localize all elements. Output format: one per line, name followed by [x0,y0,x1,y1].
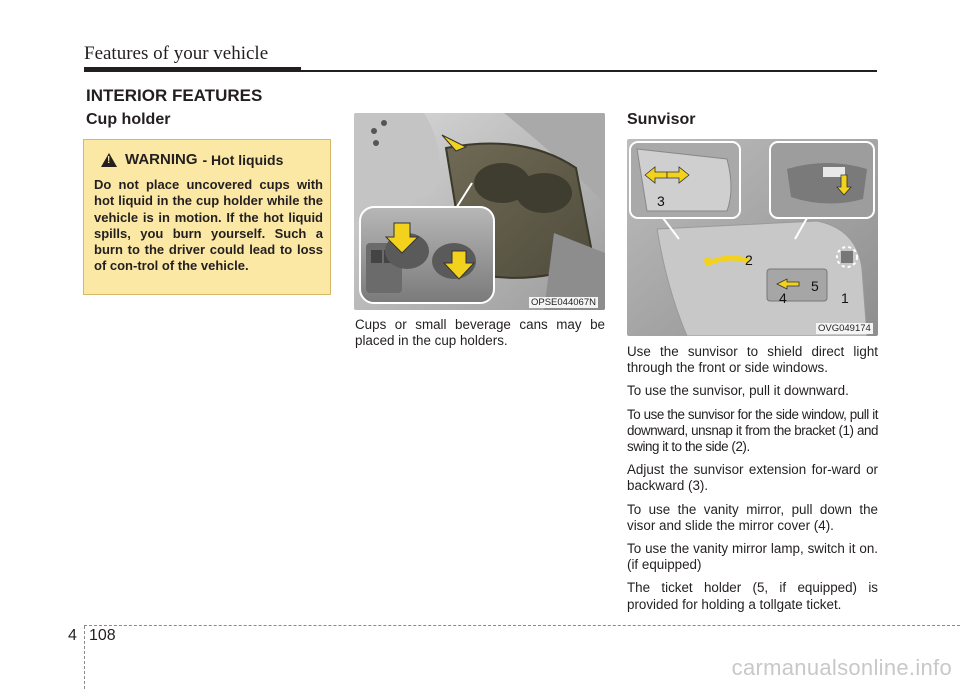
cup-holder-paragraph: Cups or small beverage cans may be placed in the cup holders. [355,317,605,349]
warning-text: Do not place uncovered cups with hot liquid in the cup holder while the vehicle is in motion. If the hot liquid spills, you burn yourself. Such a burn to the driver could lead to loss of con-trol of the vehicle. [94,177,323,274]
watermark-link[interactable]: carmanualsonline.info [731,655,952,680]
sunvisor-paragraph-2: To use the sunvisor, pull it downward. [627,383,849,399]
callout-4: 4 [779,290,787,306]
cup-holder-heading: Cup holder [86,111,171,128]
callout-2: 2 [745,252,753,268]
callout-3: 3 [657,193,665,209]
page-number: 108 [89,627,116,644]
sunvisor-paragraph-4: Adjust the sunvisor extension for-ward or backward (3). [627,462,878,494]
header-rule-thick [84,67,301,72]
sunvisor-paragraph-5: To use the vanity mirror, pull down the visor and slide the mirror cover (4). [627,501,878,533]
sunvisor-photo-code: OVG049174 [818,323,871,334]
cup-holder-photo [354,113,605,310]
sunvisor-paragraph-7: The ticket holder (5, if equipped) is provided for holding a tollgate ticket. [627,580,878,612]
header-rule-thin [301,70,877,72]
sunvisor-body [627,344,878,620]
page-chapter-number: 4 [68,627,77,644]
warning-title [101,151,283,168]
footer-rule [84,625,960,626]
warning-subject: - Hot liquids [202,151,284,168]
sunvisor-photo [627,139,878,336]
cup-holder-photo-code: OPSE044067N [531,297,596,308]
sunvisor-paragraph-1: Use the sunvisor to shield direct light through the front or side windows. [627,344,878,376]
footer-divider [84,626,85,689]
sunvisor-paragraph-6: To use the vanity mirror lamp, switch it on. (if equipped) [627,541,878,573]
warning-word: WARNING [125,151,198,168]
section-heading: INTERIOR FEATURES [86,86,263,105]
sunvisor-paragraph-3: To use the sunvisor for the side window, pull it downward, unsnap it from the bracket (1) and swing it to the side (2). [627,406,878,455]
warning-triangle-icon [101,153,117,167]
cup-holder-body [355,317,605,356]
warning-box [83,139,331,295]
callout-1: 1 [841,290,849,306]
chapter-title: Features of your vehicle [84,43,269,64]
callout-5: 5 [811,278,819,294]
sunvisor-heading: Sunvisor [627,111,696,128]
